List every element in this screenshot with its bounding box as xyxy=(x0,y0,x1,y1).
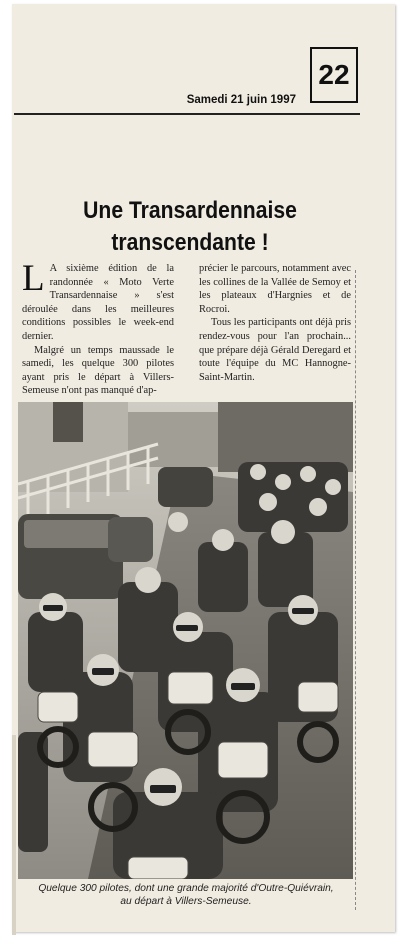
photo-caption xyxy=(16,882,356,908)
paragraph: Malgré un temps maussade le samedi, les quelque 300 pilotes ayant pris le départ à Villers-Semeuse n'ont pas manqué d'ap- xyxy=(22,344,174,397)
caption-line-2: au départ à Villers-Semeuse. xyxy=(120,896,252,907)
article-column-2 xyxy=(199,262,351,384)
header-rule xyxy=(14,113,360,115)
page-number: 22 xyxy=(318,59,350,90)
article-column-1 xyxy=(22,258,174,398)
issue-date: Samedi 21 juin 1997 xyxy=(186,94,296,106)
title-line-2: transcendante ! xyxy=(111,229,269,256)
paragraph: précier le parcours, notamment avec les collines de la Vallée de Semoy et les plateaux d'Hargnies et de Rocroi. xyxy=(199,263,351,315)
page-number-box xyxy=(310,47,358,103)
paragraph-text: A sixième édition de la randonnée « Moto Verte Transardennaise » s'est déroulée dans les meilleures conditions possibles le week-end dernier. xyxy=(22,263,174,342)
paragraph: Tous les participants ont déjà pris rendez-vous pour l'an prochain... que prépare déjà Gérald Deregard et toute l'équipe du MC Hannogne-Saint-Martin. xyxy=(199,317,351,383)
paragraph xyxy=(22,258,174,344)
caption-line-1: Quelque 300 pilotes, dont une grande majorité d'Outre-Quiévrain, xyxy=(38,883,334,894)
drop-cap: L xyxy=(22,258,45,299)
title-line-1: Une Transardennaise xyxy=(83,197,297,224)
article-photo xyxy=(18,402,353,879)
motorcycle-crowd-image xyxy=(18,402,353,879)
article-title xyxy=(40,195,339,259)
fold-line xyxy=(355,270,356,910)
